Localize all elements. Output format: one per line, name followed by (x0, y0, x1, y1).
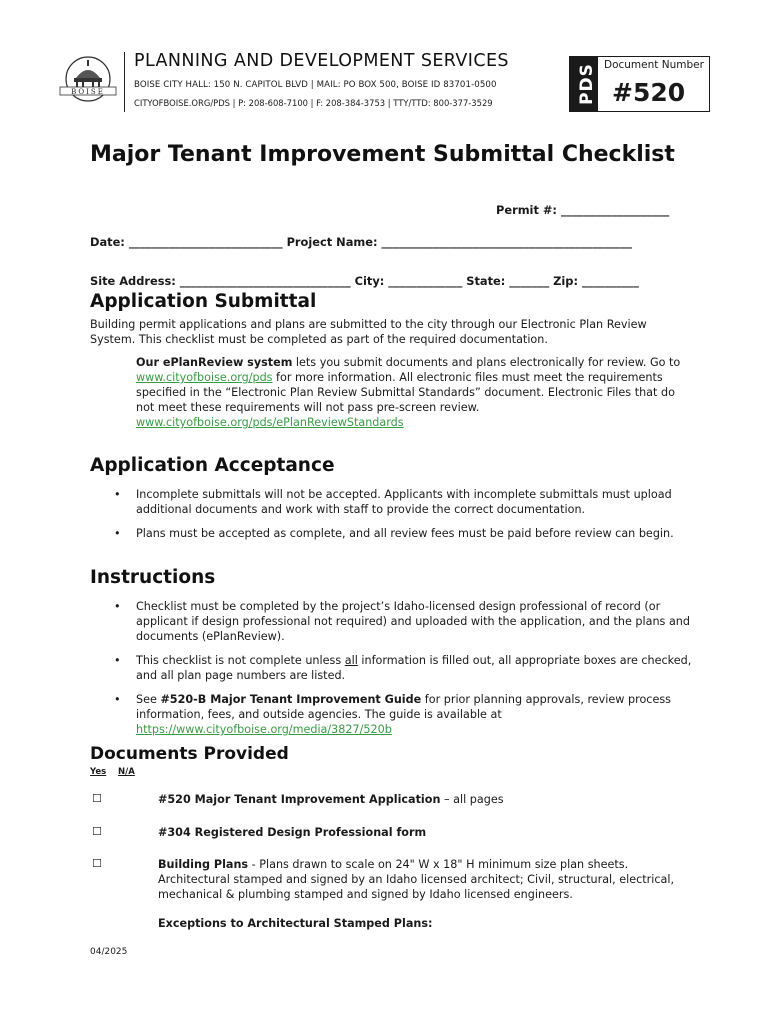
eplan-bold: Our ePlanReview system (136, 356, 293, 369)
document-number-label: Document Number (604, 59, 704, 71)
list-item-text: This checklist is not complete unless (136, 654, 345, 667)
document-number-box (597, 56, 710, 112)
document-note: - Plans drawn to scale on 24" W x 18" H minimum size plan sheets. Architectural stamped and signed by an Idaho licensed architect; Civil, structural, electrical, mechanical & plumbing stamped and signed by Idaho licensed engineers. (158, 858, 675, 901)
document-name: #520 Major Tenant Improvement Application (158, 793, 441, 806)
heading-instructions: Instructions (90, 567, 216, 588)
eplan-review-paragraph (136, 355, 696, 430)
org-address: BOISE CITY HALL: 150 N. CAPITOL BLVD | MAIL: PO BOX 500, BOISE ID 83701-0500 (134, 80, 497, 90)
list-item (112, 526, 692, 541)
eplan-standards-link[interactable]: www.cityofboise.org/pds/ePlanReviewStandards (136, 416, 404, 429)
page-title: Major Tenant Improvement Submittal Checklist (90, 142, 675, 167)
list-item-text: information is filled out, all appropriate boxes are checked, and all plan page numbers are listed. (136, 654, 692, 682)
list-item-text: Plans must be accepted as complete, and all review fees must be paid before review can begin. (136, 527, 674, 540)
heading-documents-provided: Documents Provided (90, 744, 289, 764)
list-item-text: Checklist must be completed by the project’s Idaho-licensed design professional of record (or applicant if design professional not required) and uploaded with the application, and the plans and documents (ePlanReview). (136, 600, 690, 643)
bullet-icon: • (114, 654, 121, 667)
boise-logo (58, 54, 118, 104)
list-item (112, 599, 692, 644)
list-item (112, 692, 692, 737)
list-item-text: See (136, 693, 161, 706)
footer-date: 04/2025 (90, 947, 128, 957)
bullet-icon: • (114, 600, 121, 613)
org-title: PLANNING AND DEVELOPMENT SERVICES (134, 51, 509, 71)
guide-name: #520-B Major Tenant Improvement Guide (160, 693, 422, 706)
yes-na-header (90, 767, 135, 777)
checkbox-icon[interactable]: ☐ (92, 825, 102, 838)
checkbox-icon[interactable]: ☐ (92, 792, 102, 805)
exceptions-heading: Exceptions to Architectural Stamped Plans: (158, 917, 433, 930)
document-number: #520 (612, 78, 686, 107)
document-name: Building Plans (158, 858, 249, 871)
eplan-text-1: lets you submit documents and plans electronically for review. Go to (292, 356, 681, 369)
bullet-icon: • (114, 488, 121, 501)
bullet-icon: • (114, 527, 121, 540)
site-address-field: Site Address: ______________________________ City: _____________ State: _______ Zip: __________ (90, 274, 639, 288)
org-contact: CITYOFBOISE.ORG/PDS | P: 208-608-7100 | F: 208-384-3753 | TTY/TTD: 800-377-3529 (134, 98, 493, 108)
list-item (112, 653, 692, 683)
heading-application-acceptance: Application Acceptance (90, 455, 335, 476)
bullet-icon: • (114, 693, 121, 706)
instructions-list (112, 599, 692, 746)
permit-number-field: Permit #: ___________________ (496, 203, 670, 217)
eplan-text-2: for more information. All electronic files must meet the requirements specified in the “Electronic Plan Review Submittal Standards” document. Electronic Files that do not meet these requirements will not pass pre-screen review. (136, 371, 675, 414)
list-item (112, 487, 692, 517)
document-note: – all pages (440, 793, 504, 806)
guide-link[interactable]: https://www.cityofboise.org/media/3827/520b (136, 723, 392, 736)
list-item-text: for prior planning approvals, review process information, fees, and outside agencies. The guide is available at (136, 693, 671, 721)
emphasis-all: all (344, 654, 358, 667)
header-divider (124, 52, 125, 112)
col-yes: Yes (90, 767, 107, 777)
col-na: N/A (118, 767, 135, 777)
date-project-field: Date: ___________________________ Project Name: ____________________________________________ (90, 235, 633, 249)
pds-label: PDS (577, 63, 597, 105)
submittal-intro: Building permit applications and plans are submitted to the city through our Electronic Plan Review System. This checklist must be completed as part of the required documentation. (90, 318, 647, 346)
list-item-text: Incomplete submittals will not be accepted. Applicants with incomplete submittals must upload additional documents and work with staff to provide the correct documentation. (136, 488, 672, 516)
checkbox-icon[interactable]: ☐ (92, 857, 102, 870)
logo-text: BOISE (71, 88, 105, 96)
heading-application-submittal: Application Submittal (90, 291, 317, 312)
pds-link[interactable]: www.cityofboise.org/pds (136, 371, 273, 384)
document-name: #304 Registered Design Professional form (158, 826, 427, 839)
acceptance-list (112, 487, 692, 550)
